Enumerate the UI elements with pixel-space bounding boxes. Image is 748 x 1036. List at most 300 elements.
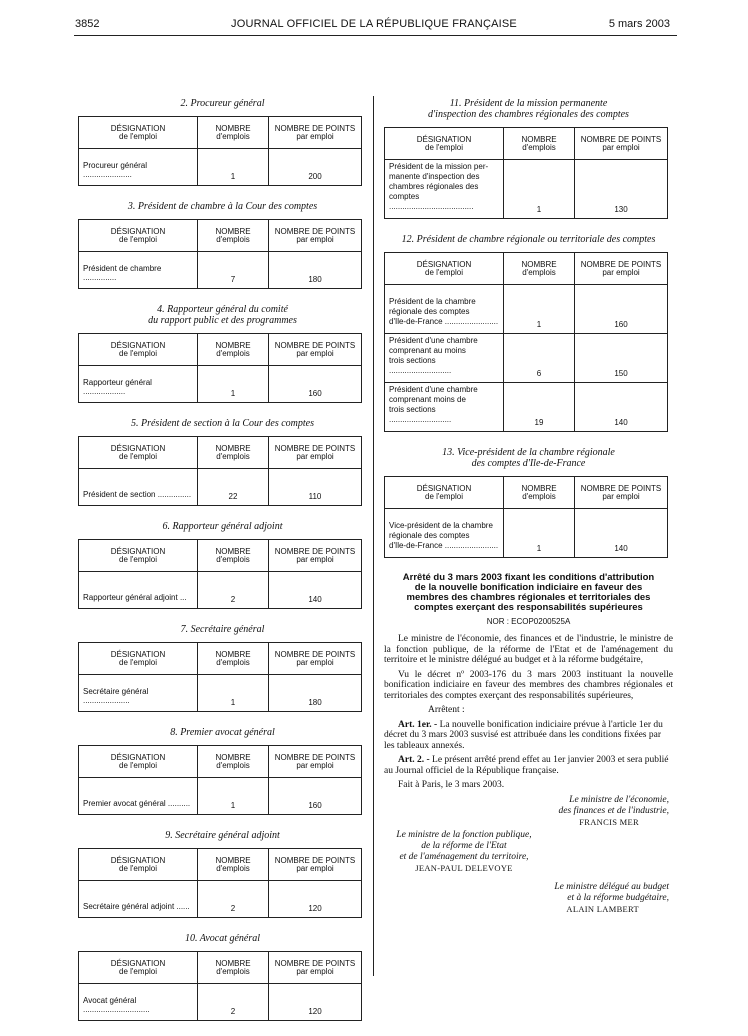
header-line: de l'emploi bbox=[119, 234, 157, 244]
table-head bbox=[79, 334, 362, 366]
table-body bbox=[79, 675, 362, 712]
header-line: d'emplois bbox=[216, 657, 250, 667]
nombre-points: 140 bbox=[269, 572, 362, 609]
emploi-designation bbox=[79, 252, 198, 289]
header-line: d'emplois bbox=[216, 131, 250, 141]
header-line: de l'emploi bbox=[425, 267, 463, 277]
col-header-designation bbox=[79, 220, 198, 252]
table-row bbox=[79, 252, 362, 289]
header-line: NOMBRE bbox=[215, 649, 251, 659]
header-line: de l'emploi bbox=[119, 131, 157, 141]
table-head bbox=[79, 540, 362, 572]
page-header bbox=[0, 14, 748, 34]
col-header-points bbox=[269, 220, 362, 252]
designation-line: Président de chambre ............... bbox=[83, 264, 162, 282]
signature-title-line: et de l'aménagement du territoire, bbox=[399, 851, 529, 862]
header-line: NOMBRE DE POINTS bbox=[274, 340, 356, 350]
col-header-nombre bbox=[198, 220, 269, 252]
table-body bbox=[79, 881, 362, 918]
table-head bbox=[79, 849, 362, 881]
table-title bbox=[78, 201, 367, 212]
nombre-points: 140 bbox=[575, 383, 668, 432]
table-title bbox=[384, 98, 673, 120]
col-header-designation bbox=[385, 128, 504, 160]
signature-fonction-publique bbox=[384, 830, 544, 874]
header-line: NOMBRE bbox=[521, 259, 557, 269]
table-row bbox=[79, 149, 362, 186]
header-line: NOMBRE bbox=[215, 855, 251, 865]
header-line: NOMBRE DE POINTS bbox=[274, 443, 356, 453]
header-line: NOMBRE bbox=[215, 752, 251, 762]
table-title bbox=[384, 447, 673, 469]
header-line: par emploi bbox=[296, 760, 334, 770]
designation-line: comprenant moins de bbox=[389, 395, 466, 404]
nombre-emplois: 1 bbox=[504, 160, 575, 219]
col-header-designation bbox=[79, 334, 198, 366]
table-body bbox=[385, 509, 668, 558]
header-row bbox=[79, 643, 362, 675]
emploi-designation bbox=[385, 160, 504, 219]
header-line: NOMBRE DE POINTS bbox=[580, 134, 662, 144]
header-row bbox=[79, 220, 362, 252]
table-row bbox=[385, 160, 668, 219]
emploi-designation bbox=[79, 572, 198, 609]
table-title-line: des comptes d'Ile-de-France bbox=[471, 458, 586, 469]
arrete-section bbox=[384, 573, 673, 915]
emploi-designation bbox=[79, 469, 198, 506]
nombre-points: 120 bbox=[269, 984, 362, 1021]
nbi-table bbox=[78, 642, 362, 712]
nombre-emplois: 1 bbox=[504, 509, 575, 558]
header-line: d'emplois bbox=[216, 966, 250, 976]
nombre-points: 130 bbox=[575, 160, 668, 219]
table-title-line: 5. Président de section à la Cour des comptes bbox=[130, 418, 315, 429]
article-2-text: Le présent arrêté prend effet au 1er janvier 2003 et sera publié au Journal officiel de la République française. bbox=[384, 755, 669, 776]
header-line: NOMBRE DE POINTS bbox=[274, 958, 356, 968]
emploi-designation bbox=[79, 778, 198, 815]
table-head bbox=[79, 437, 362, 469]
header-line: NOMBRE bbox=[215, 546, 251, 556]
table-body bbox=[79, 469, 362, 506]
table-title-line: 9. Secrétaire général adjoint bbox=[165, 830, 280, 841]
fait-line: Fait à Paris, le 3 mars 2003. bbox=[398, 780, 505, 790]
table-row bbox=[385, 509, 668, 558]
signatory-name: JEAN-PAUL DELEVOYE bbox=[415, 862, 513, 873]
table-title bbox=[78, 933, 367, 944]
header-line: de l'emploi bbox=[119, 863, 157, 873]
nbi-table bbox=[78, 116, 362, 186]
header-line: de l'emploi bbox=[425, 142, 463, 152]
table-title-line: 7. Secrétaire général bbox=[180, 624, 265, 635]
header-line: NOMBRE DE POINTS bbox=[274, 123, 356, 133]
header-line: NOMBRE DE POINTS bbox=[580, 259, 662, 269]
table-row bbox=[79, 881, 362, 918]
table-title bbox=[78, 98, 367, 109]
header-row bbox=[79, 117, 362, 149]
nbi-table bbox=[78, 745, 362, 815]
header-line: DÉSIGNATION bbox=[110, 340, 166, 350]
table-body bbox=[79, 149, 362, 186]
nombre-emplois: 1 bbox=[198, 675, 269, 712]
nbi-table bbox=[78, 951, 362, 1021]
col-header-nombre bbox=[198, 746, 269, 778]
emploi-designation bbox=[385, 509, 504, 558]
table-title bbox=[384, 234, 673, 245]
signature-title-line: Le ministre délégué au budget bbox=[554, 881, 669, 892]
article-1-label: Art. 1er. - bbox=[398, 719, 438, 730]
nombre-points: 140 bbox=[575, 509, 668, 558]
signature-title-line: des finances et de l'industrie, bbox=[558, 805, 669, 816]
designation-line: Secrétaire général adjoint ...... bbox=[83, 902, 190, 911]
journal-title: JOURNAL OFFICIEL DE LA RÉPUBLIQUE FRANÇAISE bbox=[231, 18, 517, 30]
signature-budget bbox=[384, 882, 669, 915]
header-line: NOMBRE bbox=[521, 483, 557, 493]
col-header-points bbox=[269, 334, 362, 366]
header-line: par emploi bbox=[296, 863, 334, 873]
table-body bbox=[385, 285, 668, 432]
header-line: d'emplois bbox=[216, 863, 250, 873]
page-number: 3852 bbox=[75, 18, 100, 30]
table-row bbox=[385, 285, 668, 334]
col-header-nombre bbox=[504, 128, 575, 160]
nbi-table bbox=[78, 436, 362, 506]
header-row bbox=[79, 334, 362, 366]
header-row bbox=[79, 540, 362, 572]
table-row bbox=[79, 675, 362, 712]
col-header-designation bbox=[385, 253, 504, 285]
designation-line: Président d'une chambre bbox=[389, 385, 478, 394]
article-1 bbox=[384, 720, 673, 752]
nbi-table bbox=[384, 476, 668, 558]
nbi-table bbox=[78, 539, 362, 609]
arrete-heading-line: de la nouvelle bonification indiciaire en faveur des bbox=[414, 582, 643, 593]
col-header-designation bbox=[79, 746, 198, 778]
header-line: d'emplois bbox=[522, 491, 556, 501]
emploi-designation bbox=[385, 383, 504, 432]
header-line: par emploi bbox=[296, 348, 334, 358]
nombre-points: 200 bbox=[269, 149, 362, 186]
nombre-emplois: 1 bbox=[198, 778, 269, 815]
designation-line: d'Ile-de-France ........................ bbox=[389, 317, 499, 326]
col-header-points bbox=[575, 253, 668, 285]
header-line: DÉSIGNATION bbox=[110, 123, 166, 133]
header-line: par emploi bbox=[296, 554, 334, 564]
arrete-heading-line: comptes exerçant des responsabilités supérieures bbox=[414, 602, 643, 613]
col-header-points bbox=[269, 746, 362, 778]
header-line: NOMBRE DE POINTS bbox=[580, 483, 662, 493]
header-line: de l'emploi bbox=[425, 491, 463, 501]
column-divider bbox=[373, 96, 374, 976]
signatory-name: ALAIN LAMBERT bbox=[566, 903, 639, 914]
col-header-points bbox=[575, 477, 668, 509]
table-head bbox=[385, 477, 668, 509]
nbi-table bbox=[78, 333, 362, 403]
preamble-paragraph: Le ministre de l'économie, des finances et de l'industrie, le ministre de la fonction publique, de la réforme de l'Etat et de l'aménagement du territoire et le ministre délégué au budget et à la réforme budgétaire, bbox=[384, 634, 673, 665]
signatory-name: FRANCIS MER bbox=[579, 816, 639, 827]
nbi-table bbox=[384, 252, 668, 432]
arrete-heading-line: membres des chambres régionales et territoriales des bbox=[406, 592, 651, 603]
col-header-nombre bbox=[198, 540, 269, 572]
header-row bbox=[385, 128, 668, 160]
table-title-line: 10. Avocat général bbox=[184, 933, 261, 944]
designation-line: Président de la chambre bbox=[389, 297, 476, 306]
designation-line: Avocat général .............................. bbox=[83, 996, 150, 1014]
issue-date: 5 mars 2003 bbox=[608, 18, 670, 30]
header-line: NOMBRE DE POINTS bbox=[274, 855, 356, 865]
nbi-table bbox=[78, 848, 362, 918]
header-line: par emploi bbox=[296, 657, 334, 667]
table-row bbox=[79, 469, 362, 506]
left-column bbox=[78, 98, 367, 1036]
designation-line: comptes ...................................... bbox=[389, 192, 474, 211]
table-title-line: 11. Président de la mission permanente bbox=[449, 98, 608, 109]
designation-line: régionale des comptes bbox=[389, 307, 470, 316]
nbi-table bbox=[78, 219, 362, 289]
article-2-label: Art. 2. - bbox=[398, 755, 430, 765]
designation-line: Rapporteur général ................... bbox=[83, 378, 152, 396]
header-line: d'emplois bbox=[522, 267, 556, 277]
table-row bbox=[79, 366, 362, 403]
col-header-designation bbox=[79, 952, 198, 984]
arretent-line: Arrêtent : bbox=[428, 705, 465, 715]
emploi-designation bbox=[79, 149, 198, 186]
nombre-points: 150 bbox=[575, 334, 668, 383]
nor-reference: NOR : ECOP0200525A bbox=[486, 617, 571, 626]
header-line: NOMBRE bbox=[521, 134, 557, 144]
table-title-line: 12. Président de chambre régionale ou territoriale des comptes bbox=[401, 234, 656, 245]
header-line: DÉSIGNATION bbox=[110, 546, 166, 556]
header-row bbox=[79, 849, 362, 881]
col-header-nombre bbox=[504, 253, 575, 285]
table-title bbox=[78, 727, 367, 738]
designation-line: Procureur général ...................... bbox=[83, 161, 148, 179]
nombre-emplois: 1 bbox=[198, 149, 269, 186]
designation-line: manente d'inspection des bbox=[389, 172, 480, 181]
header-line: DÉSIGNATION bbox=[110, 443, 166, 453]
table-title-line: 3. Président de chambre à la Cour des comptes bbox=[127, 201, 318, 212]
col-header-nombre bbox=[198, 952, 269, 984]
table-title bbox=[78, 521, 367, 532]
nombre-points: 120 bbox=[269, 881, 362, 918]
header-line: DÉSIGNATION bbox=[110, 649, 166, 659]
header-line: de l'emploi bbox=[119, 966, 157, 976]
visa-paragraph: Vu le décret nº 2003-176 du 3 mars 2003 instituant la nouvelle bonification indiciaire en faveur des membres des chambres régionales et territoriales des comptes exerçant des responsabilités supérieures, bbox=[384, 669, 673, 701]
header-row bbox=[385, 477, 668, 509]
signature-title-line: Le ministre de la fonction publique, bbox=[396, 829, 532, 840]
col-header-points bbox=[269, 117, 362, 149]
emploi-designation bbox=[79, 675, 198, 712]
header-line: d'emplois bbox=[216, 760, 250, 770]
header-line: par emploi bbox=[296, 131, 334, 141]
table-title-line: 8. Premier avocat général bbox=[170, 727, 275, 738]
emploi-designation bbox=[79, 366, 198, 403]
col-header-points bbox=[269, 540, 362, 572]
col-header-designation bbox=[79, 540, 198, 572]
col-header-points bbox=[269, 952, 362, 984]
table-title-line: d'inspection des chambres régionales des comptes bbox=[428, 109, 629, 120]
header-line: NOMBRE bbox=[215, 958, 251, 968]
nombre-emplois: 22 bbox=[198, 469, 269, 506]
table-body bbox=[79, 984, 362, 1021]
header-line: DÉSIGNATION bbox=[416, 483, 472, 493]
designation-line: régionale des comptes bbox=[389, 531, 470, 540]
header-line: DÉSIGNATION bbox=[110, 226, 166, 236]
col-header-designation bbox=[79, 117, 198, 149]
header-line: NOMBRE bbox=[215, 443, 251, 453]
nombre-emplois: 6 bbox=[504, 334, 575, 383]
arrete-heading-line: Arrêté du 3 mars 2003 fixant les conditions d'attribution bbox=[402, 572, 655, 583]
nombre-emplois: 2 bbox=[198, 984, 269, 1021]
table-title-line: 2. Procureur général bbox=[180, 98, 265, 109]
designation-line: comprenant au moins bbox=[389, 346, 466, 355]
table-title bbox=[78, 624, 367, 635]
col-header-points bbox=[269, 643, 362, 675]
col-header-designation bbox=[79, 643, 198, 675]
header-row bbox=[79, 746, 362, 778]
table-title bbox=[78, 830, 367, 841]
table-row bbox=[79, 984, 362, 1021]
table-title-line: 13. Vice-président de la chambre régionale bbox=[442, 447, 615, 458]
col-header-points bbox=[575, 128, 668, 160]
table-title bbox=[78, 418, 367, 429]
nbi-table bbox=[384, 127, 668, 219]
header-line: NOMBRE bbox=[215, 340, 251, 350]
nombre-points: 160 bbox=[269, 366, 362, 403]
header-line: de l'emploi bbox=[119, 657, 157, 667]
table-head bbox=[79, 746, 362, 778]
header-rule bbox=[74, 35, 677, 36]
signature-title-line: Le ministre de l'économie, bbox=[569, 794, 669, 805]
header-line: NOMBRE DE POINTS bbox=[274, 226, 356, 236]
header-line: par emploi bbox=[602, 267, 640, 277]
arrete-heading bbox=[384, 573, 673, 613]
header-line: DÉSIGNATION bbox=[110, 752, 166, 762]
header-line: par emploi bbox=[296, 234, 334, 244]
table-head bbox=[385, 253, 668, 285]
header-row bbox=[385, 253, 668, 285]
table-body bbox=[79, 366, 362, 403]
emploi-designation bbox=[385, 285, 504, 334]
designation-line: trois sections ............................ bbox=[389, 405, 452, 424]
header-line: d'emplois bbox=[216, 554, 250, 564]
table-row bbox=[79, 778, 362, 815]
table-row bbox=[79, 572, 362, 609]
col-header-points bbox=[269, 437, 362, 469]
header-line: par emploi bbox=[296, 966, 334, 976]
designation-line: chambres régionales des bbox=[389, 182, 479, 191]
article-2 bbox=[384, 755, 673, 776]
table-row bbox=[385, 334, 668, 383]
table-title-line: du rapport public et des programmes bbox=[148, 315, 297, 326]
nombre-emplois: 2 bbox=[198, 572, 269, 609]
right-column bbox=[384, 98, 673, 915]
col-header-nombre bbox=[198, 437, 269, 469]
nombre-points: 180 bbox=[269, 675, 362, 712]
header-line: NOMBRE bbox=[215, 123, 251, 133]
header-line: DÉSIGNATION bbox=[416, 259, 472, 269]
header-line: d'emplois bbox=[216, 234, 250, 244]
table-head bbox=[385, 128, 668, 160]
nombre-emplois: 7 bbox=[198, 252, 269, 289]
table-row bbox=[385, 383, 668, 432]
nombre-points: 180 bbox=[269, 252, 362, 289]
header-line: de l'emploi bbox=[119, 554, 157, 564]
header-line: par emploi bbox=[602, 491, 640, 501]
header-line: NOMBRE DE POINTS bbox=[274, 752, 356, 762]
col-header-nombre bbox=[504, 477, 575, 509]
header-line: DÉSIGNATION bbox=[416, 134, 472, 144]
col-header-designation bbox=[79, 849, 198, 881]
table-title bbox=[78, 304, 367, 326]
header-line: d'emplois bbox=[216, 348, 250, 358]
designation-line: d'Ile-de-France ........................ bbox=[389, 541, 499, 550]
right-tables bbox=[384, 98, 673, 558]
designation-line: Président d'une chambre bbox=[389, 336, 478, 345]
header-line: d'emplois bbox=[522, 142, 556, 152]
table-body bbox=[79, 252, 362, 289]
col-header-nombre bbox=[198, 117, 269, 149]
header-line: NOMBRE bbox=[215, 226, 251, 236]
designation-line: Président de section ............... bbox=[83, 490, 192, 499]
designation-line: Rapporteur général adjoint ... bbox=[83, 593, 187, 602]
col-header-designation bbox=[385, 477, 504, 509]
header-line: d'emplois bbox=[216, 451, 250, 461]
designation-line: Premier avocat général .......... bbox=[83, 799, 191, 808]
designation-line: Secrétaire général ..................... bbox=[83, 687, 149, 705]
table-head bbox=[79, 220, 362, 252]
header-line: NOMBRE DE POINTS bbox=[274, 546, 356, 556]
header-row bbox=[79, 952, 362, 984]
table-head bbox=[79, 643, 362, 675]
designation-line: trois sections ............................ bbox=[389, 356, 452, 375]
header-line: de l'emploi bbox=[119, 451, 157, 461]
designation-line: Président de la mission per- bbox=[389, 162, 489, 171]
table-head bbox=[79, 952, 362, 984]
table-title-line: 6. Rapporteur général adjoint bbox=[162, 521, 283, 532]
article-1-text: La nouvelle bonification indiciaire prévue à l'article 1er du décret du 3 mars 2003 susvisé est attribuée dans les conditions fixées par les tableaux annexés. bbox=[384, 719, 663, 751]
emploi-designation bbox=[385, 334, 504, 383]
header-line: DÉSIGNATION bbox=[110, 958, 166, 968]
col-header-points bbox=[269, 849, 362, 881]
designation-line: Vice-président de la chambre bbox=[389, 521, 493, 530]
header-row bbox=[79, 437, 362, 469]
nombre-points: 160 bbox=[575, 285, 668, 334]
emploi-designation bbox=[79, 881, 198, 918]
col-header-nombre bbox=[198, 334, 269, 366]
table-title-line: 4. Rapporteur général du comité bbox=[157, 304, 288, 315]
emploi-designation bbox=[79, 984, 198, 1021]
nombre-emplois: 19 bbox=[504, 383, 575, 432]
header-line: de l'emploi bbox=[119, 348, 157, 358]
header-line: DÉSIGNATION bbox=[110, 855, 166, 865]
nombre-emplois: 1 bbox=[504, 285, 575, 334]
nombre-emplois: 2 bbox=[198, 881, 269, 918]
table-head bbox=[79, 117, 362, 149]
nombre-points: 160 bbox=[269, 778, 362, 815]
signature-economie bbox=[384, 795, 669, 828]
col-header-nombre bbox=[198, 849, 269, 881]
table-body bbox=[385, 160, 668, 219]
col-header-nombre bbox=[198, 643, 269, 675]
signature-title-line: de la réforme de l'Etat bbox=[421, 840, 507, 851]
col-header-designation bbox=[79, 437, 198, 469]
nombre-emplois: 1 bbox=[198, 366, 269, 403]
header-line: NOMBRE DE POINTS bbox=[274, 649, 356, 659]
header-line: de l'emploi bbox=[119, 760, 157, 770]
table-body bbox=[79, 572, 362, 609]
nombre-points: 110 bbox=[269, 469, 362, 506]
header-line: par emploi bbox=[296, 451, 334, 461]
